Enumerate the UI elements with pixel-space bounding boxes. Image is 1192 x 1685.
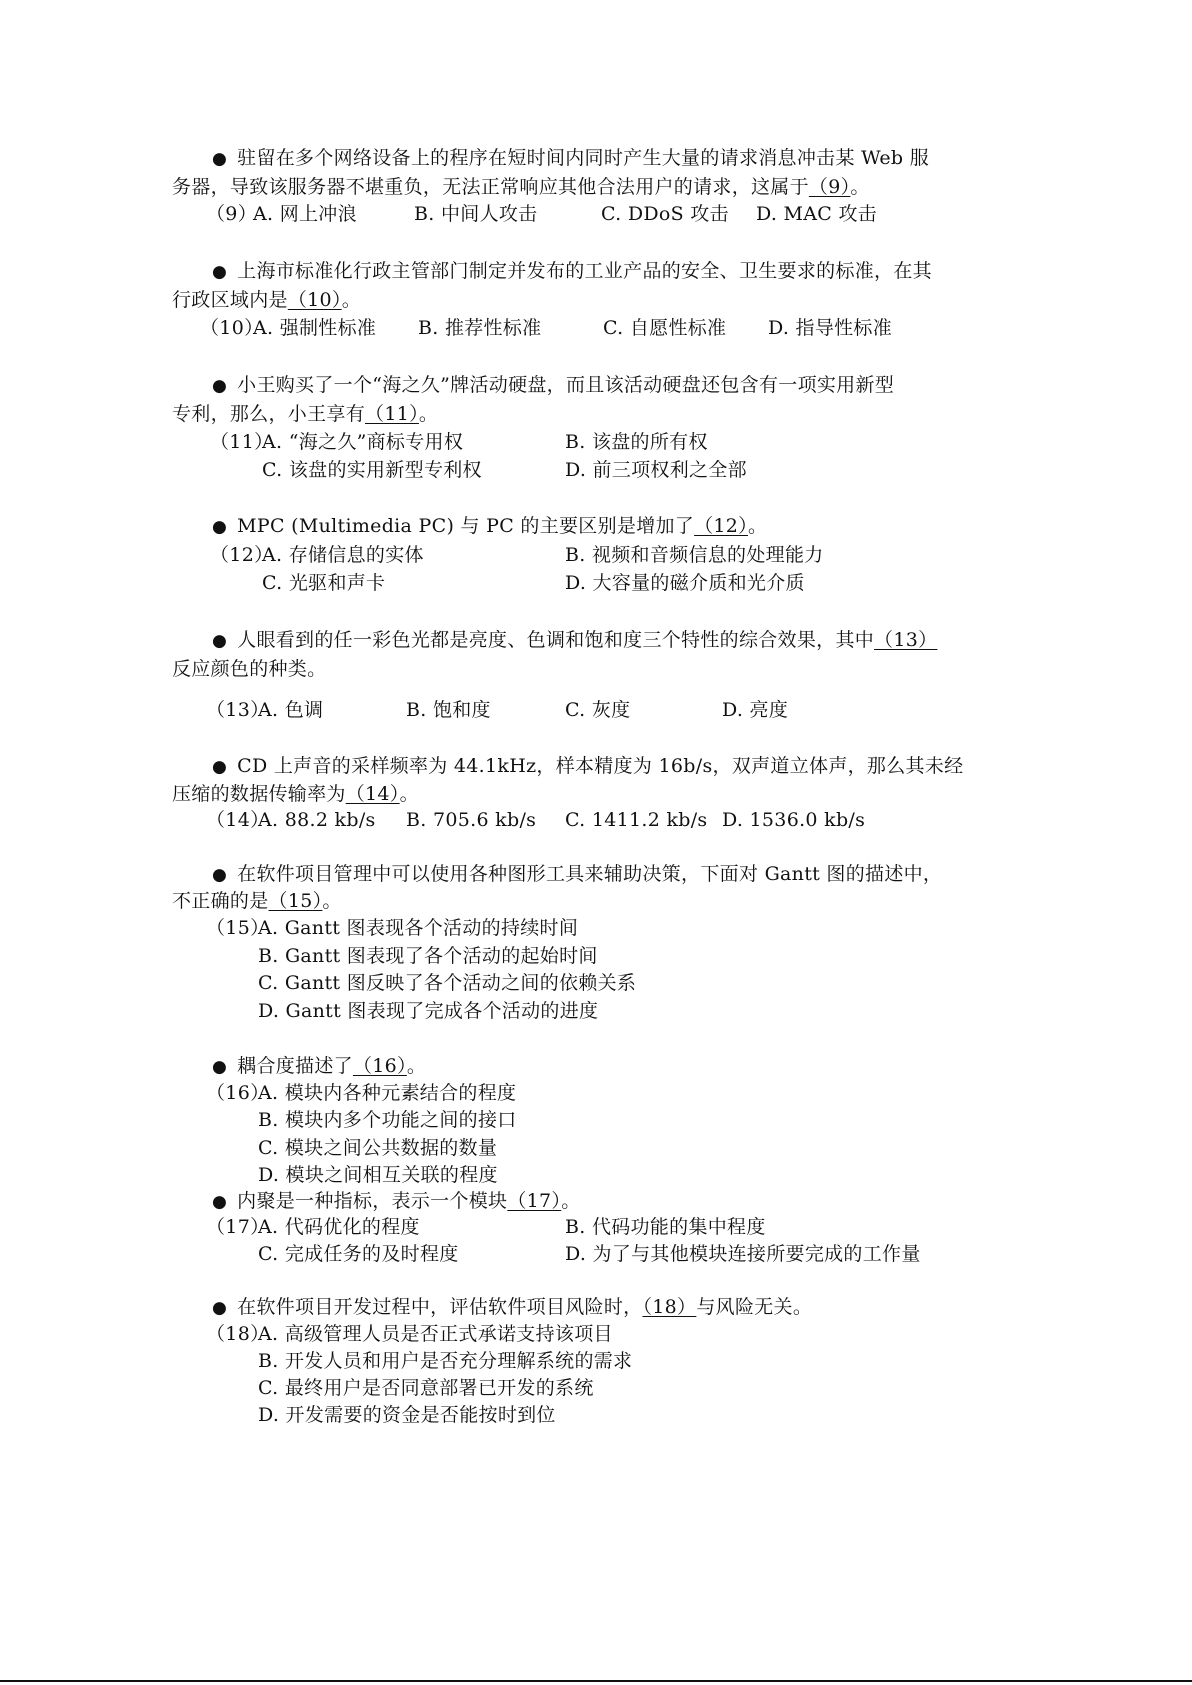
option-16d: D. 模块之间相互关联的程度 <box>258 1164 498 1186</box>
answer-blank: （14） <box>345 783 400 805</box>
question-10-line-1: ● 上海市标准化行政主管部门制定并发布的工业产品的安全、卫生要求的标准，在其 <box>212 260 932 282</box>
answer-blank: （18） <box>642 1296 697 1318</box>
question-10-line-2: 行政区域内是（10）。 <box>172 289 362 311</box>
option-9d: D. MAC 攻击 <box>756 203 878 225</box>
bullet-icon: ● <box>212 865 228 885</box>
option-10a: A. 强制性标准 <box>253 317 377 339</box>
bullet-icon: ● <box>212 376 228 396</box>
option-11c: C. 该盘的实用新型专利权 <box>262 459 482 481</box>
question-9-options: （9） <box>206 203 257 225</box>
answer-blank: （10） <box>287 289 342 311</box>
question-9-line-2: 务器，导致该服务器不堪重负，无法正常响应其他合法用户的请求，这属于（9）。 <box>172 176 870 198</box>
answer-blank: （13） <box>874 629 938 651</box>
option-18c: C. 最终用户是否同意部署已开发的系统 <box>258 1377 594 1399</box>
option-13c: C. 灰度 <box>565 699 631 721</box>
question-13-line-1: ● 人眼看到的任一彩色光都是亮度、色调和饱和度三个特性的综合效果，其中（13） <box>212 629 938 651</box>
option-12c: C. 光驱和声卡 <box>262 572 386 594</box>
question-17-label: （17） <box>206 1216 270 1238</box>
bullet-icon: ● <box>212 517 228 537</box>
option-15c: C. Gantt 图反映了各个活动之间的依赖关系 <box>258 972 637 994</box>
answer-blank: （16） <box>352 1055 407 1077</box>
option-12a: A. 存储信息的实体 <box>262 544 424 566</box>
option-12b: B. 视频和音频信息的处理能力 <box>565 544 824 566</box>
question-10-label: （10） <box>200 317 264 339</box>
option-12d: D. 大容量的磁介质和光介质 <box>565 572 805 594</box>
option-9b: B. 中间人攻击 <box>414 203 538 225</box>
bullet-icon: ● <box>212 1057 228 1077</box>
option-11d: D. 前三项权利之全部 <box>565 459 747 481</box>
question-13-line-2: 反应颜色的种类。 <box>172 658 327 680</box>
question-14-label: （14） <box>206 809 270 831</box>
question-11-label: （11） <box>210 431 274 453</box>
option-14c: C. 1411.2 kb/s <box>565 809 708 831</box>
bottom-rule <box>0 1680 1192 1682</box>
option-10b: B. 推荐性标准 <box>418 317 542 339</box>
question-12-label: （12） <box>210 544 274 566</box>
option-9a: A. 网上冲浪 <box>253 203 357 225</box>
question-15-line-2: 不正确的是（15）。 <box>172 890 342 912</box>
answer-blank: （12） <box>694 515 748 537</box>
bullet-icon: ● <box>212 631 228 651</box>
bullet-icon: ● <box>212 1298 228 1318</box>
bullet-icon: ● <box>212 149 228 169</box>
question-11-line-1: ● 小王购买了一个“海之久”牌活动硬盘，而且该活动硬盘还包含有一项实用新型 <box>212 374 895 396</box>
option-11b: B. 该盘的所有权 <box>565 431 708 453</box>
option-16c: C. 模块之间公共数据的数量 <box>258 1137 498 1159</box>
answer-blank: （11） <box>365 403 419 425</box>
question-13-label: （13） <box>206 699 270 721</box>
answer-blank: （9） <box>808 176 851 198</box>
question-18-label: （18） <box>206 1323 270 1345</box>
option-13d: D. 亮度 <box>722 699 789 721</box>
answer-blank: （15） <box>268 890 323 912</box>
question-15-label: （15） <box>206 917 270 939</box>
question-11-line-2: 专利，那么，小王享有（11）。 <box>172 403 439 425</box>
option-17b: B. 代码功能的集中程度 <box>565 1216 766 1238</box>
option-9c: C. DDoS 攻击 <box>601 203 729 225</box>
option-17a: A. 代码优化的程度 <box>258 1216 420 1238</box>
question-15-line-1: ● 在软件项目管理中可以使用各种图形工具来辅助决策，下面对 Gantt 图的描述中， <box>212 863 943 885</box>
option-14b: B. 705.6 kb/s <box>406 809 537 831</box>
question-18-line-1: ● 在软件项目开发过程中，评估软件项目风险时，（18）与风险无关。 <box>212 1296 813 1318</box>
option-17c: C. 完成任务的及时程度 <box>258 1243 459 1265</box>
question-16-label: （16） <box>206 1082 270 1104</box>
question-16-line-1: ● 耦合度描述了（16）。 <box>212 1055 427 1077</box>
bullet-icon: ● <box>212 262 228 282</box>
option-13a: A. 色调 <box>258 699 324 721</box>
option-17d: D. 为了与其他模块连接所要完成的工作量 <box>565 1243 921 1265</box>
question-9-line-1: ● 驻留在多个网络设备上的程序在短时间内同时产生大量的请求消息冲击某 Web 服 <box>212 147 930 169</box>
option-13b: B. 饱和度 <box>406 699 491 721</box>
question-14-line-2: 压缩的数据传输率为（14）。 <box>172 783 419 805</box>
option-16b: B. 模块内多个功能之间的接口 <box>258 1109 517 1131</box>
option-16a: A. 模块内各种元素结合的程度 <box>258 1082 517 1104</box>
question-17-line-1: ● 内聚是一种指标，表示一个模块（17）。 <box>212 1190 581 1212</box>
option-18a: A. 高级管理人员是否正式承诺支持该项目 <box>258 1323 613 1345</box>
question-12-line-1: ● MPC (Multimedia PC) 与 PC 的主要区别是增加了（12）。 <box>212 515 768 537</box>
option-18b: B. 开发人员和用户是否充分理解系统的需求 <box>258 1350 633 1372</box>
answer-blank: （17） <box>507 1190 562 1212</box>
option-15a: A. Gantt 图表现各个活动的持续时间 <box>258 917 579 939</box>
option-15d: D. Gantt 图表现了完成各个活动的进度 <box>258 1000 599 1022</box>
bullet-icon: ● <box>212 757 228 777</box>
option-10d: D. 指导性标准 <box>768 317 893 339</box>
option-14a: A. 88.2 kb/s <box>258 809 376 831</box>
question-14-line-1: ● CD 上声音的采样频率为 44.1kHz，样本精度为 16b/s，双声道立体声，那么其未经 <box>212 755 964 777</box>
option-14d: D. 1536.0 kb/s <box>722 809 866 831</box>
option-18d: D. 开发需要的资金是否能按时到位 <box>258 1404 556 1426</box>
option-10c: C. 自愿性标准 <box>603 317 727 339</box>
option-15b: B. Gantt 图表现了各个活动的起始时间 <box>258 945 598 967</box>
option-11a: A. “海之久”商标专用权 <box>262 431 464 453</box>
bullet-icon: ● <box>212 1192 228 1212</box>
